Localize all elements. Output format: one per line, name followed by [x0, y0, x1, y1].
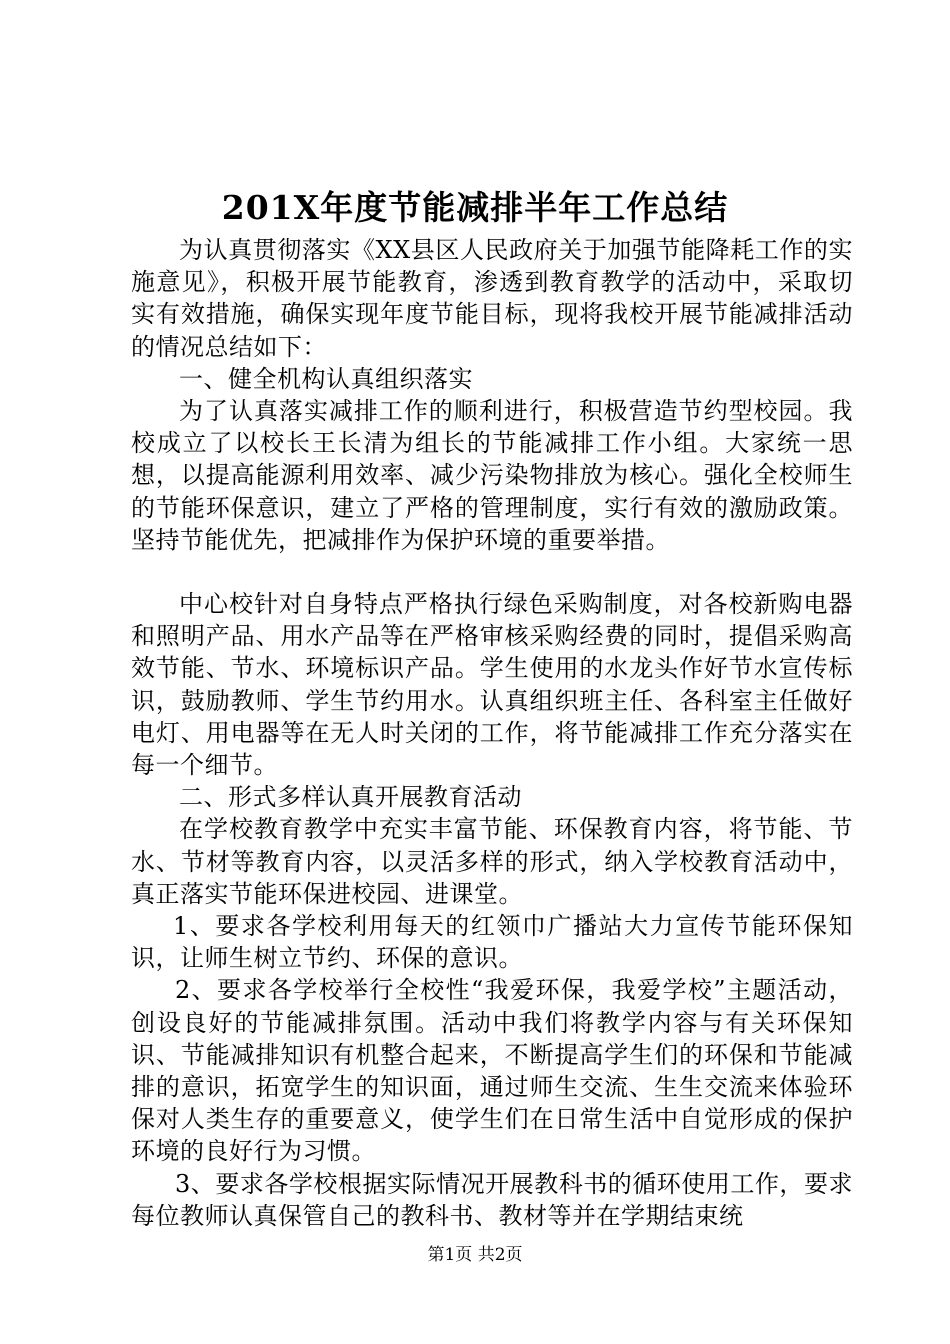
paragraph-education: 在学校教育教学中充实丰富节能、环保教育内容，将节能、节水、节材等教育内容，以灵活多样的形式，纳入学校教育活动中，真正落实节能环保进校园、进课堂。	[131, 815, 853, 908]
blank-line	[131, 556, 853, 588]
document-body	[131, 234, 853, 1232]
list-item-1: 1、要求各学校利用每天的红领巾广播站大力宣传节能环保知识，让师生树立节约、环保的意识。	[131, 912, 853, 973]
section-heading-1: 一、健全机构认真组织落实	[179, 364, 473, 393]
document-title: 201X年度节能减排半年工作总结	[221, 188, 729, 227]
list-item-3: 3、要求各学校根据实际情况开展教科书的循环使用工作，要求每位教师认真保管自己的教科书、教材等并在学期结束统	[131, 1169, 853, 1230]
paragraph-organization: 为了认真落实减排工作的顺利进行，积极营造节约型校园。我校成立了以校长王长清为组长的节能减排工作小组。大家统一思想，以提高能源利用效率、减少污染物排放为核心。强化全校师生的节能环保意识，建立了严格的管理制度，实行有效的激励政策。坚持节能优先，把减排作为保护环境的重要举措。	[131, 397, 853, 554]
paragraph-intro: 为认真贯彻落实《XX县区人民政府关于加强节能降耗工作的实施意见》，积极开展节能教育，渗透到教育教学的活动中，采取切实有效措施，确保实现年度节能目标，现将我校开展节能减排活动的情况总结如下：	[131, 236, 853, 361]
paragraph-procurement: 中心校针对自身特点严格执行绿色采购制度，对各校新购电器和照明产品、用水产品等在严格审核采购经费的同时，提倡采购高效节能、节水、环境标识产品。学生使用的水龙头作好节水宣传标识，鼓励教师、学生节约用水。认真组织班主任、各科室主任做好电灯、用电器等在无人时关闭的工作，将节能减排工作充分落实在每一个细节。	[131, 590, 853, 780]
page-number-footer: 第1页 共2页	[427, 1245, 523, 1265]
section-heading-2: 二、形式多样认真开展教育活动	[179, 783, 522, 812]
list-item-2: 2、要求各学校举行全校性“我爱环保，我爱学校”主题活动，创设良好的节能减排氛围。活动中我们将教学内容与有关环保知识、节能减排知识有机整合起来，不断提高学生们的环保和节能减排的意识，拓宽学生的知识面，通过师生交流、生生交流来体验环保对人类生存的重要意义，使学生们在日常生活中自觉形成的保护环境的良好行为习惯。	[131, 976, 853, 1166]
